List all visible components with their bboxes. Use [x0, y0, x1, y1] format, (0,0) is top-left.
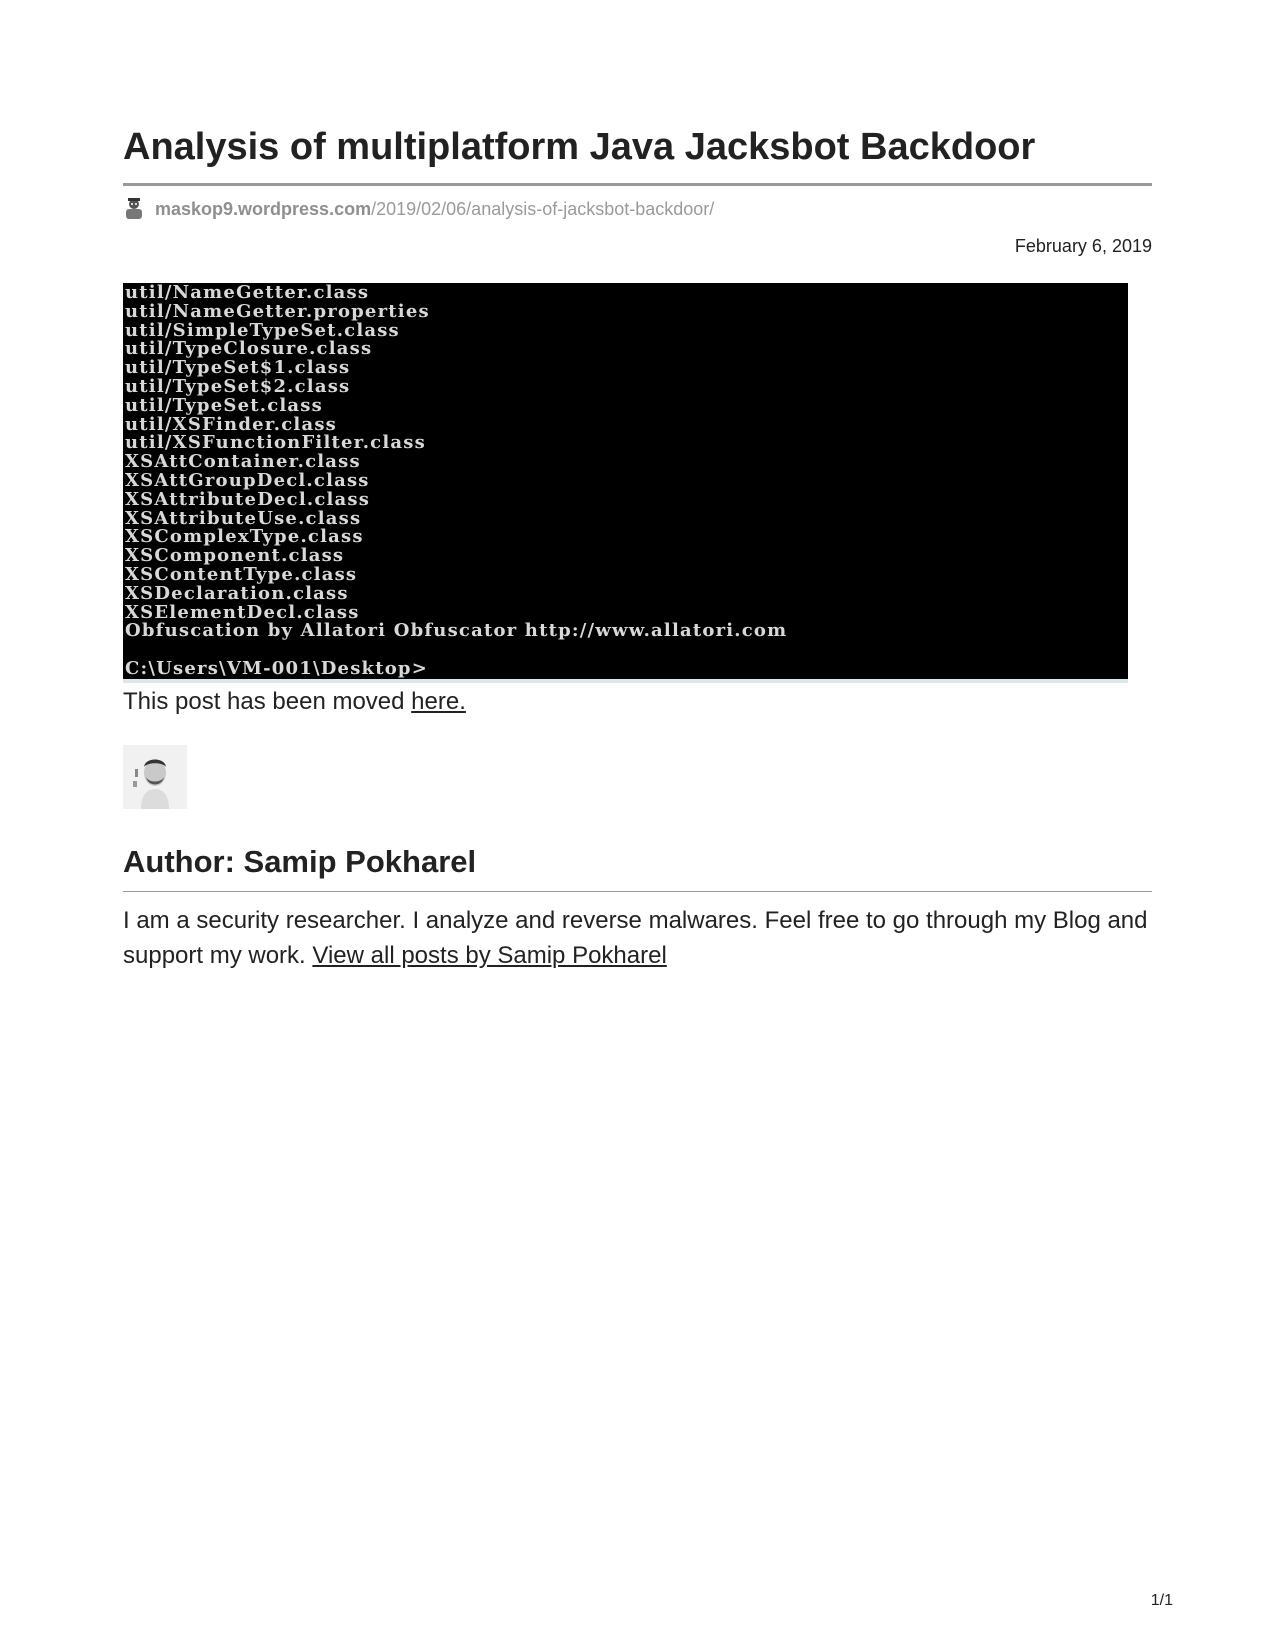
terminal-line: XSAttributeDecl.class [125, 488, 371, 510]
terminal-line: util/TypeSet$2.class [125, 375, 351, 397]
article-title: Analysis of multiplatform Java Jacksbot Backdoor [123, 126, 1036, 168]
terminal-line: Obfuscation by Allatori Obfuscator http://www.allatori.com [125, 620, 788, 642]
terminal-line: XSComponent.class [125, 545, 345, 567]
author-avatar [123, 745, 187, 809]
terminal-line: XSElementDecl.class [125, 601, 360, 623]
page-number: 1/1 [1150, 1592, 1173, 1609]
view-all-posts-link[interactable]: View all posts by Samip Pokharel [312, 942, 667, 969]
site-favicon-icon [123, 197, 145, 221]
source-domain: maskop9.wordpress.com [155, 198, 372, 219]
terminal-line: util/TypeSet.class [125, 394, 323, 416]
source-url[interactable] [123, 196, 714, 222]
terminal-line: C:\Users\VM-001\Desktop> [125, 657, 428, 679]
title-divider [123, 183, 1152, 186]
author-avatar-image [123, 745, 187, 809]
author-divider [123, 891, 1152, 892]
terminal-line: util/TypeClosure.class [125, 338, 373, 360]
terminal-screenshot [123, 283, 1128, 683]
source-path: /2019/02/06/analysis-of-jacksbot-backdoor/ [371, 198, 715, 219]
terminal-line: util/NameGetter.properties [125, 300, 430, 322]
terminal-line: XSContentType.class [125, 563, 358, 585]
terminal-line: XSComplexType.class [125, 526, 364, 548]
terminal-line: util/NameGetter.class [125, 283, 370, 303]
terminal-output [125, 284, 787, 679]
author-bio-text: I am a security researcher. I analyze and reverse malwares. Feel free to go through my Blog and support my work. [123, 907, 1148, 969]
author-bio [123, 903, 1152, 973]
terminal-line: XSAttGroupDecl.class [125, 469, 370, 491]
terminal-line: util/XSFinder.class [125, 413, 337, 435]
author-heading: Author: Samip Pokharel [123, 844, 477, 879]
terminal-line: util/SimpleTypeSet.class [125, 319, 400, 341]
terminal-line: util/TypeSet$1.class [125, 357, 351, 379]
moved-link[interactable]: here. [411, 688, 466, 715]
post-date: February 6, 2019 [1014, 236, 1152, 256]
moved-text: This post has been moved [123, 688, 412, 715]
terminal-line: XSAttContainer.class [125, 451, 361, 473]
terminal-line: XSDeclaration.class [125, 582, 349, 604]
terminal-line: util/XSFunctionFilter.class [125, 432, 426, 454]
terminal-line: XSAttributeUse.class [125, 507, 362, 529]
moved-notice [123, 688, 466, 716]
